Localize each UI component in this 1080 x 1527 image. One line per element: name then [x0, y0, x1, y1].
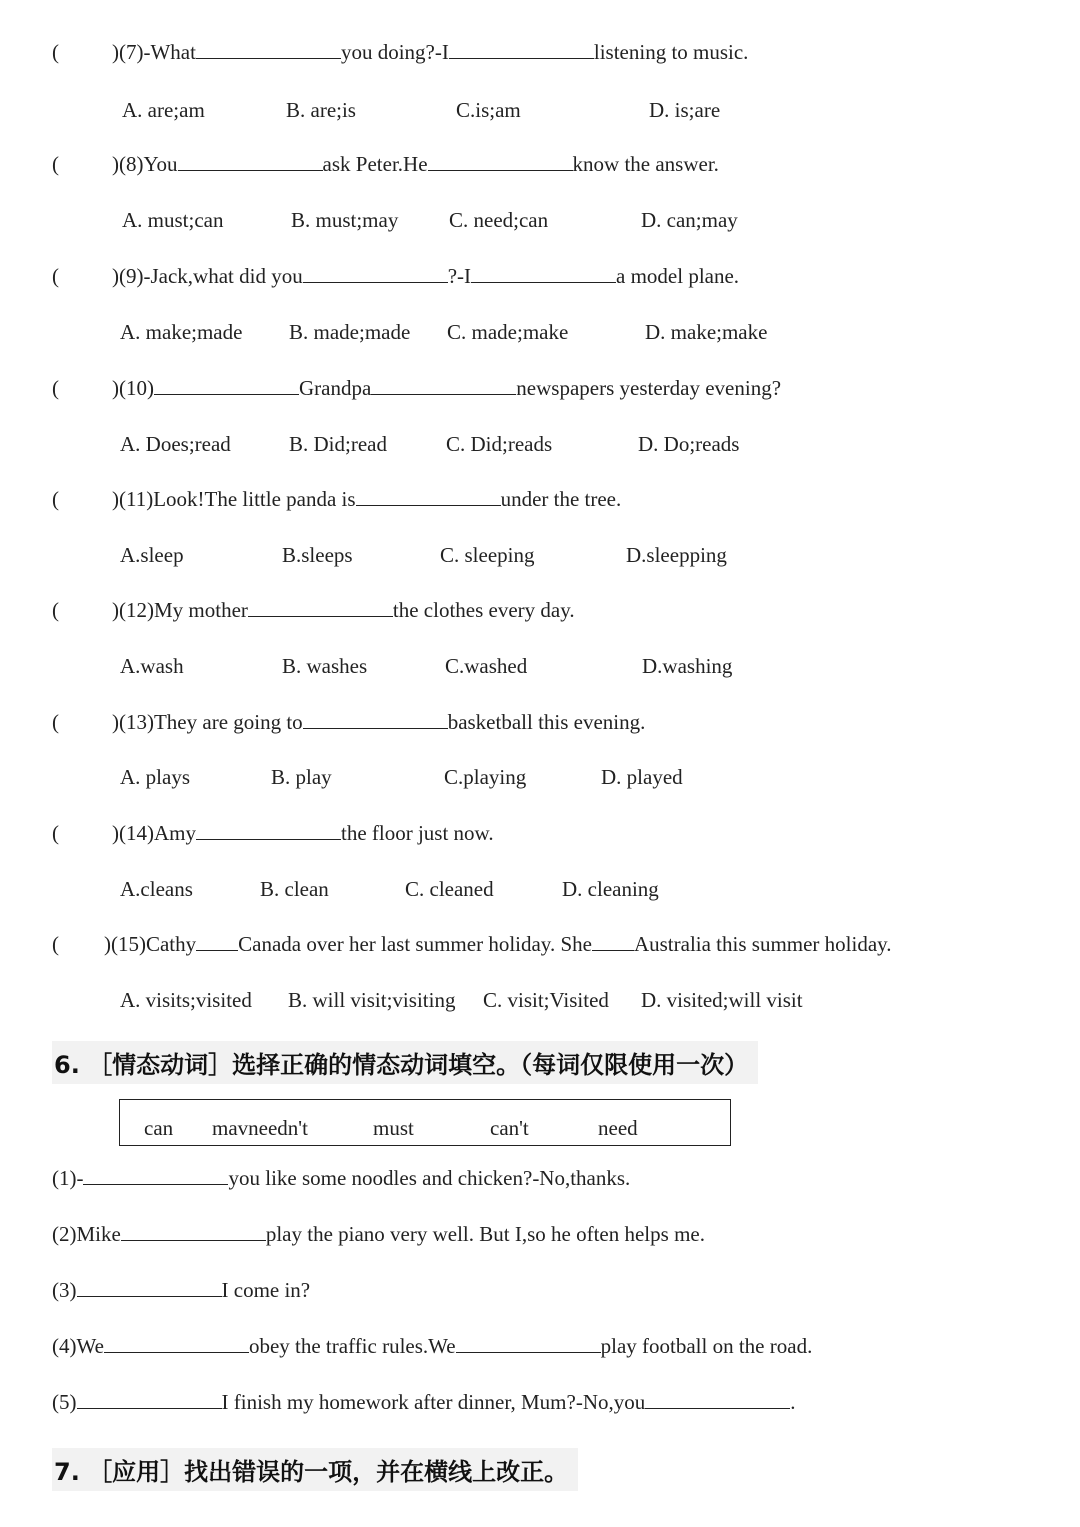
fill-item-2 — [52, 1222, 705, 1247]
question-10 — [52, 376, 781, 401]
option-d[interactable]: D. make;make — [645, 320, 768, 344]
blank[interactable] — [248, 598, 393, 617]
question-text: under the tree. — [500, 487, 622, 511]
word-bank — [119, 1099, 731, 1146]
blank[interactable] — [371, 376, 516, 395]
answer-paren[interactable]: ( — [52, 487, 59, 511]
option-b[interactable]: B. Did;read — [289, 432, 387, 456]
word-bank-item: need — [598, 1116, 638, 1140]
question-text: the clothes every day. — [392, 598, 575, 622]
answer-paren[interactable]: ( — [52, 821, 59, 845]
option-b[interactable]: B. clean — [260, 877, 329, 901]
question-7 — [52, 40, 748, 65]
option-a[interactable]: A. must;can — [122, 208, 224, 232]
question-text: ?-I — [447, 264, 472, 288]
question-text: newspapers yesterday evening? — [516, 376, 782, 400]
option-c[interactable]: C. made;make — [447, 320, 569, 344]
option-b[interactable]: B. washes — [282, 654, 368, 678]
option-b[interactable]: B. will visit;visiting — [288, 988, 456, 1012]
answer-paren[interactable]: ( — [52, 932, 59, 956]
question-text: listening to music. — [593, 40, 749, 64]
answer-paren[interactable]: ( — [52, 264, 59, 288]
blank[interactable] — [154, 376, 299, 395]
option-d[interactable]: D.washing — [642, 654, 733, 678]
option-a[interactable]: A.cleans — [120, 877, 193, 901]
blank[interactable] — [196, 821, 341, 840]
option-b[interactable]: B.sleeps — [282, 543, 353, 567]
blank[interactable] — [592, 932, 634, 951]
option-d[interactable]: D.sleepping — [626, 543, 727, 567]
question-11 — [52, 487, 621, 512]
item-number: (5) — [52, 1390, 77, 1414]
question-text: you doing?-I — [340, 40, 449, 64]
item-text: I come in? — [221, 1278, 311, 1302]
blank[interactable] — [356, 487, 501, 506]
section-6-title: 6. ［情态动词］选择正确的情态动词填空。（每词仅限使用一次） — [52, 1041, 758, 1084]
answer-paren[interactable]: ( — [52, 598, 59, 622]
option-d[interactable]: D. is;are — [649, 98, 721, 122]
word-bank-item: can't — [490, 1116, 529, 1140]
answer-paren[interactable]: ( — [52, 40, 59, 64]
option-a[interactable]: A. plays — [120, 765, 190, 789]
option-c[interactable]: C. visit;Visited — [483, 988, 609, 1012]
blank[interactable] — [196, 932, 238, 951]
question-text: know the answer. — [572, 152, 719, 176]
section-7-title: 7. ［应用］找出错误的一项，并在横线上改正。 — [52, 1448, 578, 1491]
blank[interactable] — [178, 152, 323, 171]
question-8 — [52, 152, 719, 177]
question-number: )(7)-What — [112, 40, 196, 64]
item-text: . — [790, 1390, 796, 1414]
option-c[interactable]: C. Did;reads — [446, 432, 553, 456]
question-text: Australia this summer holiday. — [633, 932, 892, 956]
option-d[interactable]: D. played — [601, 765, 683, 789]
question-text: Canada over her last summer holiday. She — [238, 932, 592, 956]
answer-paren[interactable]: ( — [52, 152, 59, 176]
fill-item-1 — [52, 1166, 630, 1191]
option-c[interactable]: C.is;am — [456, 98, 521, 122]
question-13 — [52, 710, 645, 735]
option-c[interactable]: C.playing — [444, 765, 527, 789]
option-b[interactable]: B. made;made — [289, 320, 411, 344]
question-12 — [52, 598, 575, 623]
option-b[interactable]: B. are;is — [286, 98, 356, 122]
item-text: play football on the road. — [600, 1334, 813, 1358]
word-bank-item: must — [373, 1116, 414, 1140]
question-number: )(9)-Jack,what did you — [112, 264, 303, 288]
option-a[interactable]: A. visits;visited — [120, 988, 252, 1012]
fill-item-5 — [52, 1390, 795, 1415]
question-number: )(8)You — [112, 152, 178, 176]
question-9 — [52, 264, 739, 289]
option-d[interactable]: D. Do;reads — [638, 432, 740, 456]
question-text: ask Peter.He — [322, 152, 428, 176]
blank[interactable] — [77, 1390, 222, 1409]
blank[interactable] — [303, 264, 448, 283]
item-text: obey the traffic rules.We — [248, 1334, 456, 1358]
blank[interactable] — [83, 1166, 228, 1185]
item-text: I finish my homework after dinner, Mum?-No,you — [221, 1390, 646, 1414]
question-text: basketball this evening. — [447, 710, 646, 734]
option-c[interactable]: C. cleaned — [405, 877, 494, 901]
option-d[interactable]: D. can;may — [641, 208, 738, 232]
blank[interactable] — [456, 1334, 601, 1353]
option-a[interactable]: A. are;am — [122, 98, 205, 122]
item-number: (1)- — [52, 1166, 84, 1190]
fill-item-4 — [52, 1334, 812, 1359]
question-number: )(14)Amy — [112, 821, 196, 845]
fill-item-3 — [52, 1278, 310, 1303]
blank[interactable] — [196, 40, 341, 59]
blank[interactable] — [121, 1222, 266, 1241]
option-d[interactable]: D. visited;will visit — [641, 988, 803, 1012]
item-number: (3) — [52, 1278, 77, 1302]
option-c[interactable]: C. sleeping — [440, 543, 535, 567]
question-text: the floor just now. — [340, 821, 494, 845]
blank[interactable] — [428, 152, 573, 171]
option-a[interactable]: A. make;made — [120, 320, 243, 344]
option-b[interactable]: B. play — [271, 765, 332, 789]
option-c[interactable]: C.washed — [445, 654, 528, 678]
answer-paren[interactable]: ( — [52, 710, 59, 734]
blank[interactable] — [645, 1390, 790, 1409]
option-c[interactable]: C. need;can — [449, 208, 549, 232]
question-text: a model plane. — [616, 264, 740, 288]
answer-paren[interactable]: ( — [52, 376, 59, 400]
word-bank-item: can — [144, 1116, 174, 1140]
item-number: (2)Mike — [52, 1222, 121, 1246]
question-number: )(15)Cathy — [104, 932, 197, 956]
option-a[interactable]: A. Does;read — [120, 432, 231, 456]
blank[interactable] — [471, 264, 616, 283]
question-number: )(11)Look!The little panda is — [112, 487, 356, 511]
option-a[interactable]: A.sleep — [120, 543, 184, 567]
question-number: )(13)They are going to — [112, 710, 303, 734]
blank[interactable] — [77, 1278, 222, 1297]
option-d[interactable]: D. cleaning — [562, 877, 659, 901]
question-text: Grandpa — [298, 376, 372, 400]
question-15 — [52, 932, 892, 957]
item-number: (4)We — [52, 1334, 104, 1358]
blank[interactable] — [104, 1334, 249, 1353]
word-bank-item: mavneedn't — [212, 1116, 308, 1140]
question-number: )(12)My mother — [112, 598, 248, 622]
question-14 — [52, 821, 494, 846]
option-b[interactable]: B. must;may — [291, 208, 399, 232]
question-number: )(10) — [112, 376, 154, 400]
blank[interactable] — [303, 710, 448, 729]
option-a[interactable]: A.wash — [120, 654, 184, 678]
item-text: you like some noodles and chicken?-No,thanks. — [228, 1166, 631, 1190]
blank[interactable] — [449, 40, 594, 59]
item-text: play the piano very well. But I,so he often helps me. — [265, 1222, 705, 1246]
